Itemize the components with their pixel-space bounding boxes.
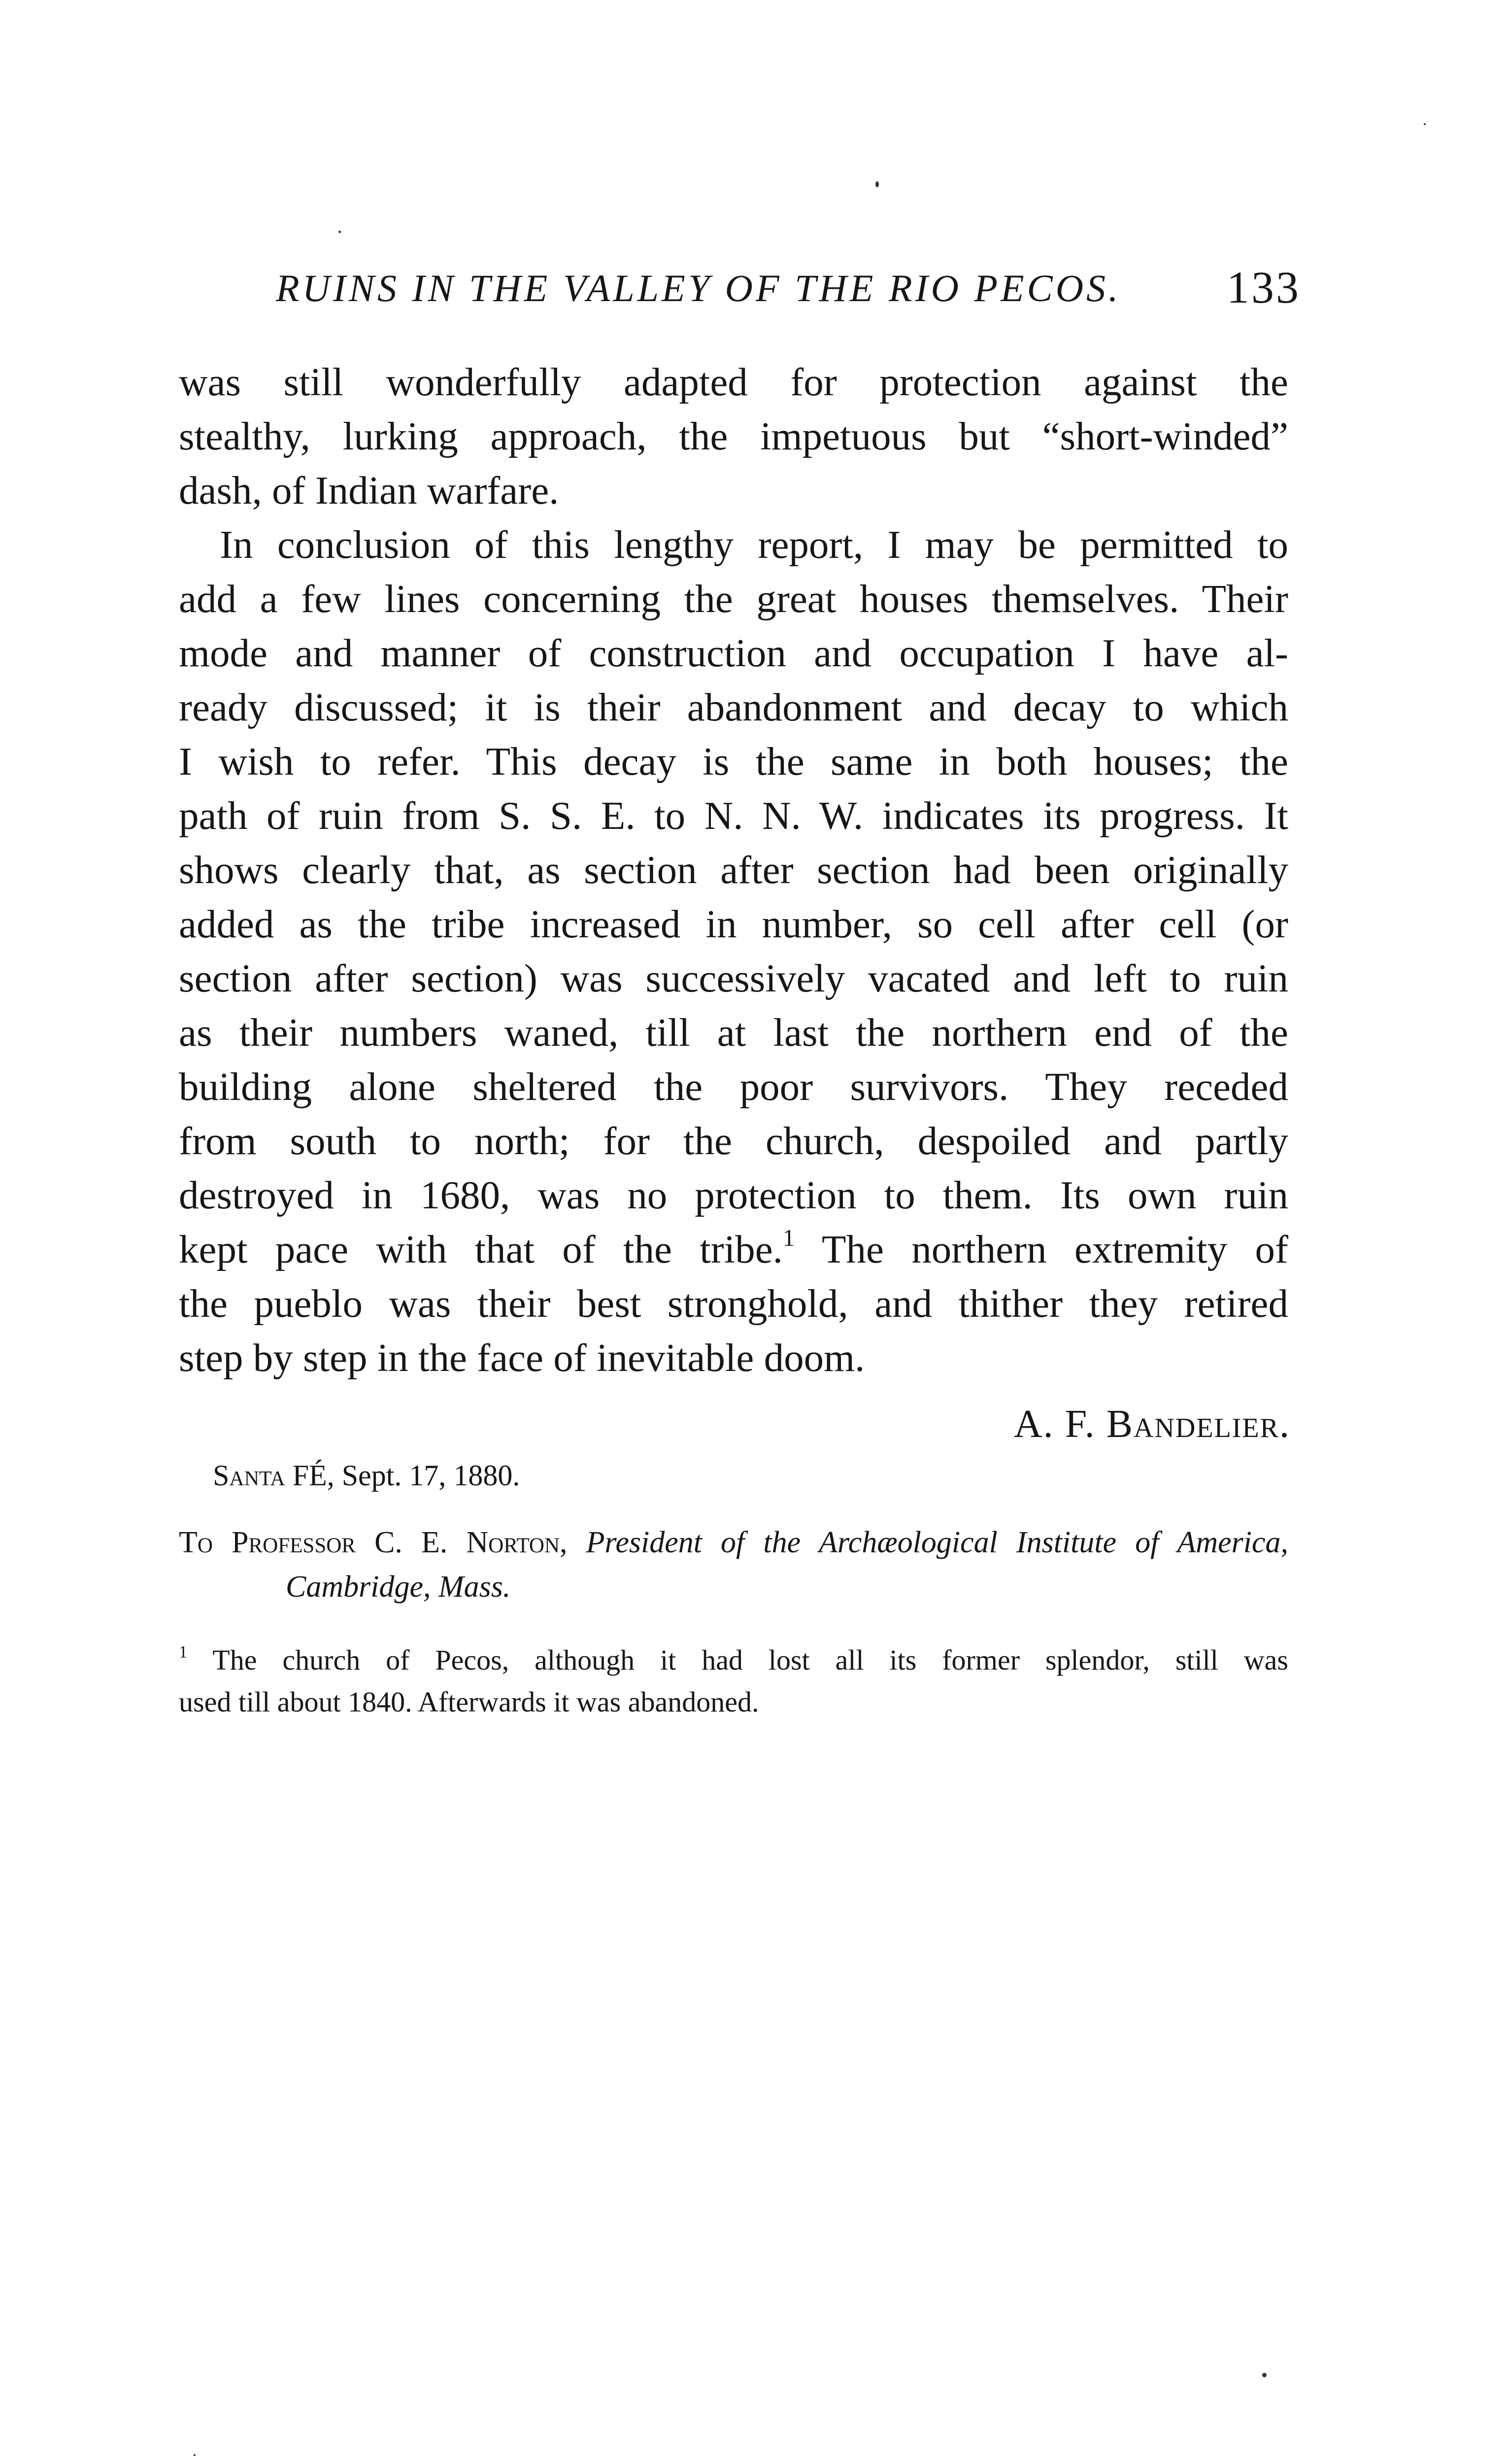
scan-speck <box>1424 123 1426 125</box>
body-line: added as the tribe increased in number, so cell after cell (or <box>179 902 1288 946</box>
address-line <box>179 1525 1288 1560</box>
dateline-place: Santa FÉ <box>213 1459 327 1492</box>
body-line: shows clearly that, as section after section had been originally <box>179 848 1288 892</box>
body-line: I wish to refer. This decay is the same in both houses; the <box>179 739 1288 784</box>
body-line: dash, of Indian warfare. <box>179 468 559 513</box>
footnote <box>179 1643 1288 1677</box>
scan-speck <box>1262 2373 1267 2377</box>
running-head: RUINS IN THE VALLEY OF THE RIO PECOS. <box>276 267 1121 309</box>
address-recipient: To Professor C. E. Norton, <box>179 1526 568 1559</box>
body-line-text: The northern extremity of <box>822 1227 1289 1271</box>
address-title: President of the Archæological Institute of America, <box>586 1526 1288 1559</box>
address-location: Cambridge, Mass. <box>286 1570 511 1604</box>
body-line <box>179 1224 1289 1271</box>
footnote-reference: 1 <box>782 1224 795 1251</box>
body-line: from south to north; for the church, despoiled and partly <box>179 1119 1288 1163</box>
body-line: In conclusion of this lengthy report, I may be permitted to <box>220 522 1288 567</box>
body-line-text: kept pace with that of the tribe. <box>179 1227 783 1271</box>
body-line: was still wonderfully adapted for protection against the <box>179 360 1288 404</box>
scan-speck <box>338 231 341 233</box>
body-line: ready discussed; it is their abandonment and decay to which <box>179 685 1288 729</box>
scan-speck <box>194 2454 196 2456</box>
footnote-continuation: used till about 1840. Afterwards it was abandoned. <box>179 1686 759 1718</box>
footnote-text: The church of Pecos, although it had lost all its former splendor, still was <box>212 1644 1288 1676</box>
body-line: section after section) was successively vacated and left to ruin <box>179 956 1288 1000</box>
scan-speck <box>875 181 879 187</box>
body-line: mode and manner of construction and occupation I have al- <box>179 631 1288 675</box>
body-line: the pueblo was their best stronghold, and thither they retired <box>179 1281 1288 1326</box>
dateline-date: , Sept. 17, 1880. <box>327 1459 520 1492</box>
body-line: stealthy, lurking approach, the impetuous but “short-winded” <box>179 414 1288 458</box>
body-line: destroyed in 1680, was no protection to them. Its own ruin <box>179 1173 1288 1217</box>
body-line: as their numbers waned, till at last the northern end of the <box>179 1010 1288 1055</box>
body-line: step by step in the face of inevitable doom. <box>179 1335 865 1380</box>
author-signature: A. F. Bandelier. <box>1013 1403 1290 1446</box>
dateline <box>213 1459 520 1493</box>
body-line: path of ruin from S. S. E. to N. N. W. indicates its progress. It <box>179 793 1288 838</box>
page-header <box>276 256 1301 315</box>
footnote-marker: 1 <box>179 1642 188 1662</box>
body-line: building alone sheltered the poor survivors. They receded <box>179 1064 1288 1109</box>
body-line: add a few lines concerning the great houses themselves. Their <box>179 577 1288 621</box>
page-number: 133 <box>1227 262 1301 312</box>
